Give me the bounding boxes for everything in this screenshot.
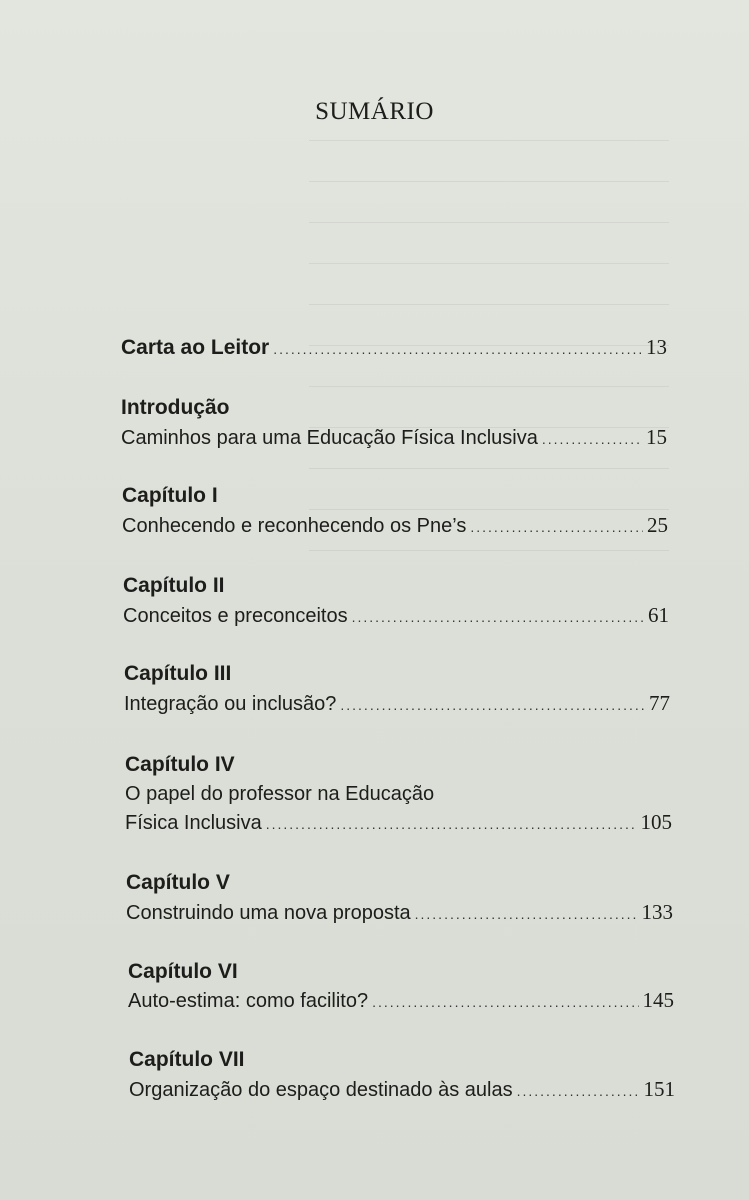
toc-page-number: 151 xyxy=(643,1077,675,1101)
leader-dots xyxy=(340,697,645,713)
toc-entry-label: Integração ou inclusão? xyxy=(124,693,337,715)
toc-entry-cap5 xyxy=(126,900,673,925)
leader-dots xyxy=(372,994,638,1010)
toc-page-number: 105 xyxy=(640,810,672,834)
toc-entry-cap2 xyxy=(123,603,669,628)
toc-page-number: 133 xyxy=(641,900,673,924)
page-title: SUMÁRIO xyxy=(315,98,434,125)
toc-page-number: 25 xyxy=(647,513,668,537)
toc-page-number: 61 xyxy=(648,603,669,627)
leader-dots xyxy=(542,431,642,447)
leader-dots xyxy=(517,1083,640,1099)
toc-page-number: 145 xyxy=(642,988,674,1012)
toc-entry-carta xyxy=(121,335,667,360)
toc-entry-cap1 xyxy=(122,513,668,538)
toc-heading-cap7: Capítulo VII xyxy=(129,1048,245,1071)
toc-page-number: 13 xyxy=(646,335,667,359)
leader-dots xyxy=(470,519,643,535)
toc-page-number: 77 xyxy=(649,691,670,715)
toc-entry-introducao xyxy=(121,425,667,450)
toc-entry-cap7 xyxy=(129,1077,675,1102)
toc-entry-cap4 xyxy=(125,810,672,835)
toc-entry-label: Construindo uma nova proposta xyxy=(126,902,411,924)
toc-entry-label: Organização do espaço destinado às aulas xyxy=(129,1079,513,1101)
toc-entry-cap4-line1: O papel do professor na Educação xyxy=(125,783,435,805)
toc-page-number: 15 xyxy=(646,425,667,449)
leader-dots xyxy=(415,906,638,922)
toc-entry-label: Carta ao Leitor xyxy=(121,336,270,359)
toc-entry-label: Conhecendo e reconhecendo os Pne’s xyxy=(122,515,467,537)
toc-entry-label: Auto-estima: como facilito? xyxy=(128,990,369,1012)
toc-entry-label: Caminhos para uma Educação Física Inclusiva xyxy=(121,427,538,449)
leader-dots xyxy=(266,816,637,832)
toc-heading-introducao: Introdução xyxy=(121,396,230,419)
toc-entry-label: Física Inclusiva xyxy=(125,812,262,834)
leader-dots xyxy=(273,341,642,357)
toc-heading-cap2: Capítulo II xyxy=(123,574,225,597)
toc-heading-cap1: Capítulo I xyxy=(122,484,218,507)
toc-heading-cap4: Capítulo IV xyxy=(125,753,235,776)
toc-entry-label: Conceitos e preconceitos xyxy=(123,605,348,627)
toc-heading-cap3: Capítulo III xyxy=(124,662,232,685)
toc-entry-cap3 xyxy=(124,691,670,716)
leader-dots xyxy=(352,609,644,625)
toc-entry-cap6 xyxy=(128,988,674,1013)
toc-heading-cap6: Capítulo VI xyxy=(128,960,238,983)
toc-heading-cap5: Capítulo V xyxy=(126,871,230,894)
